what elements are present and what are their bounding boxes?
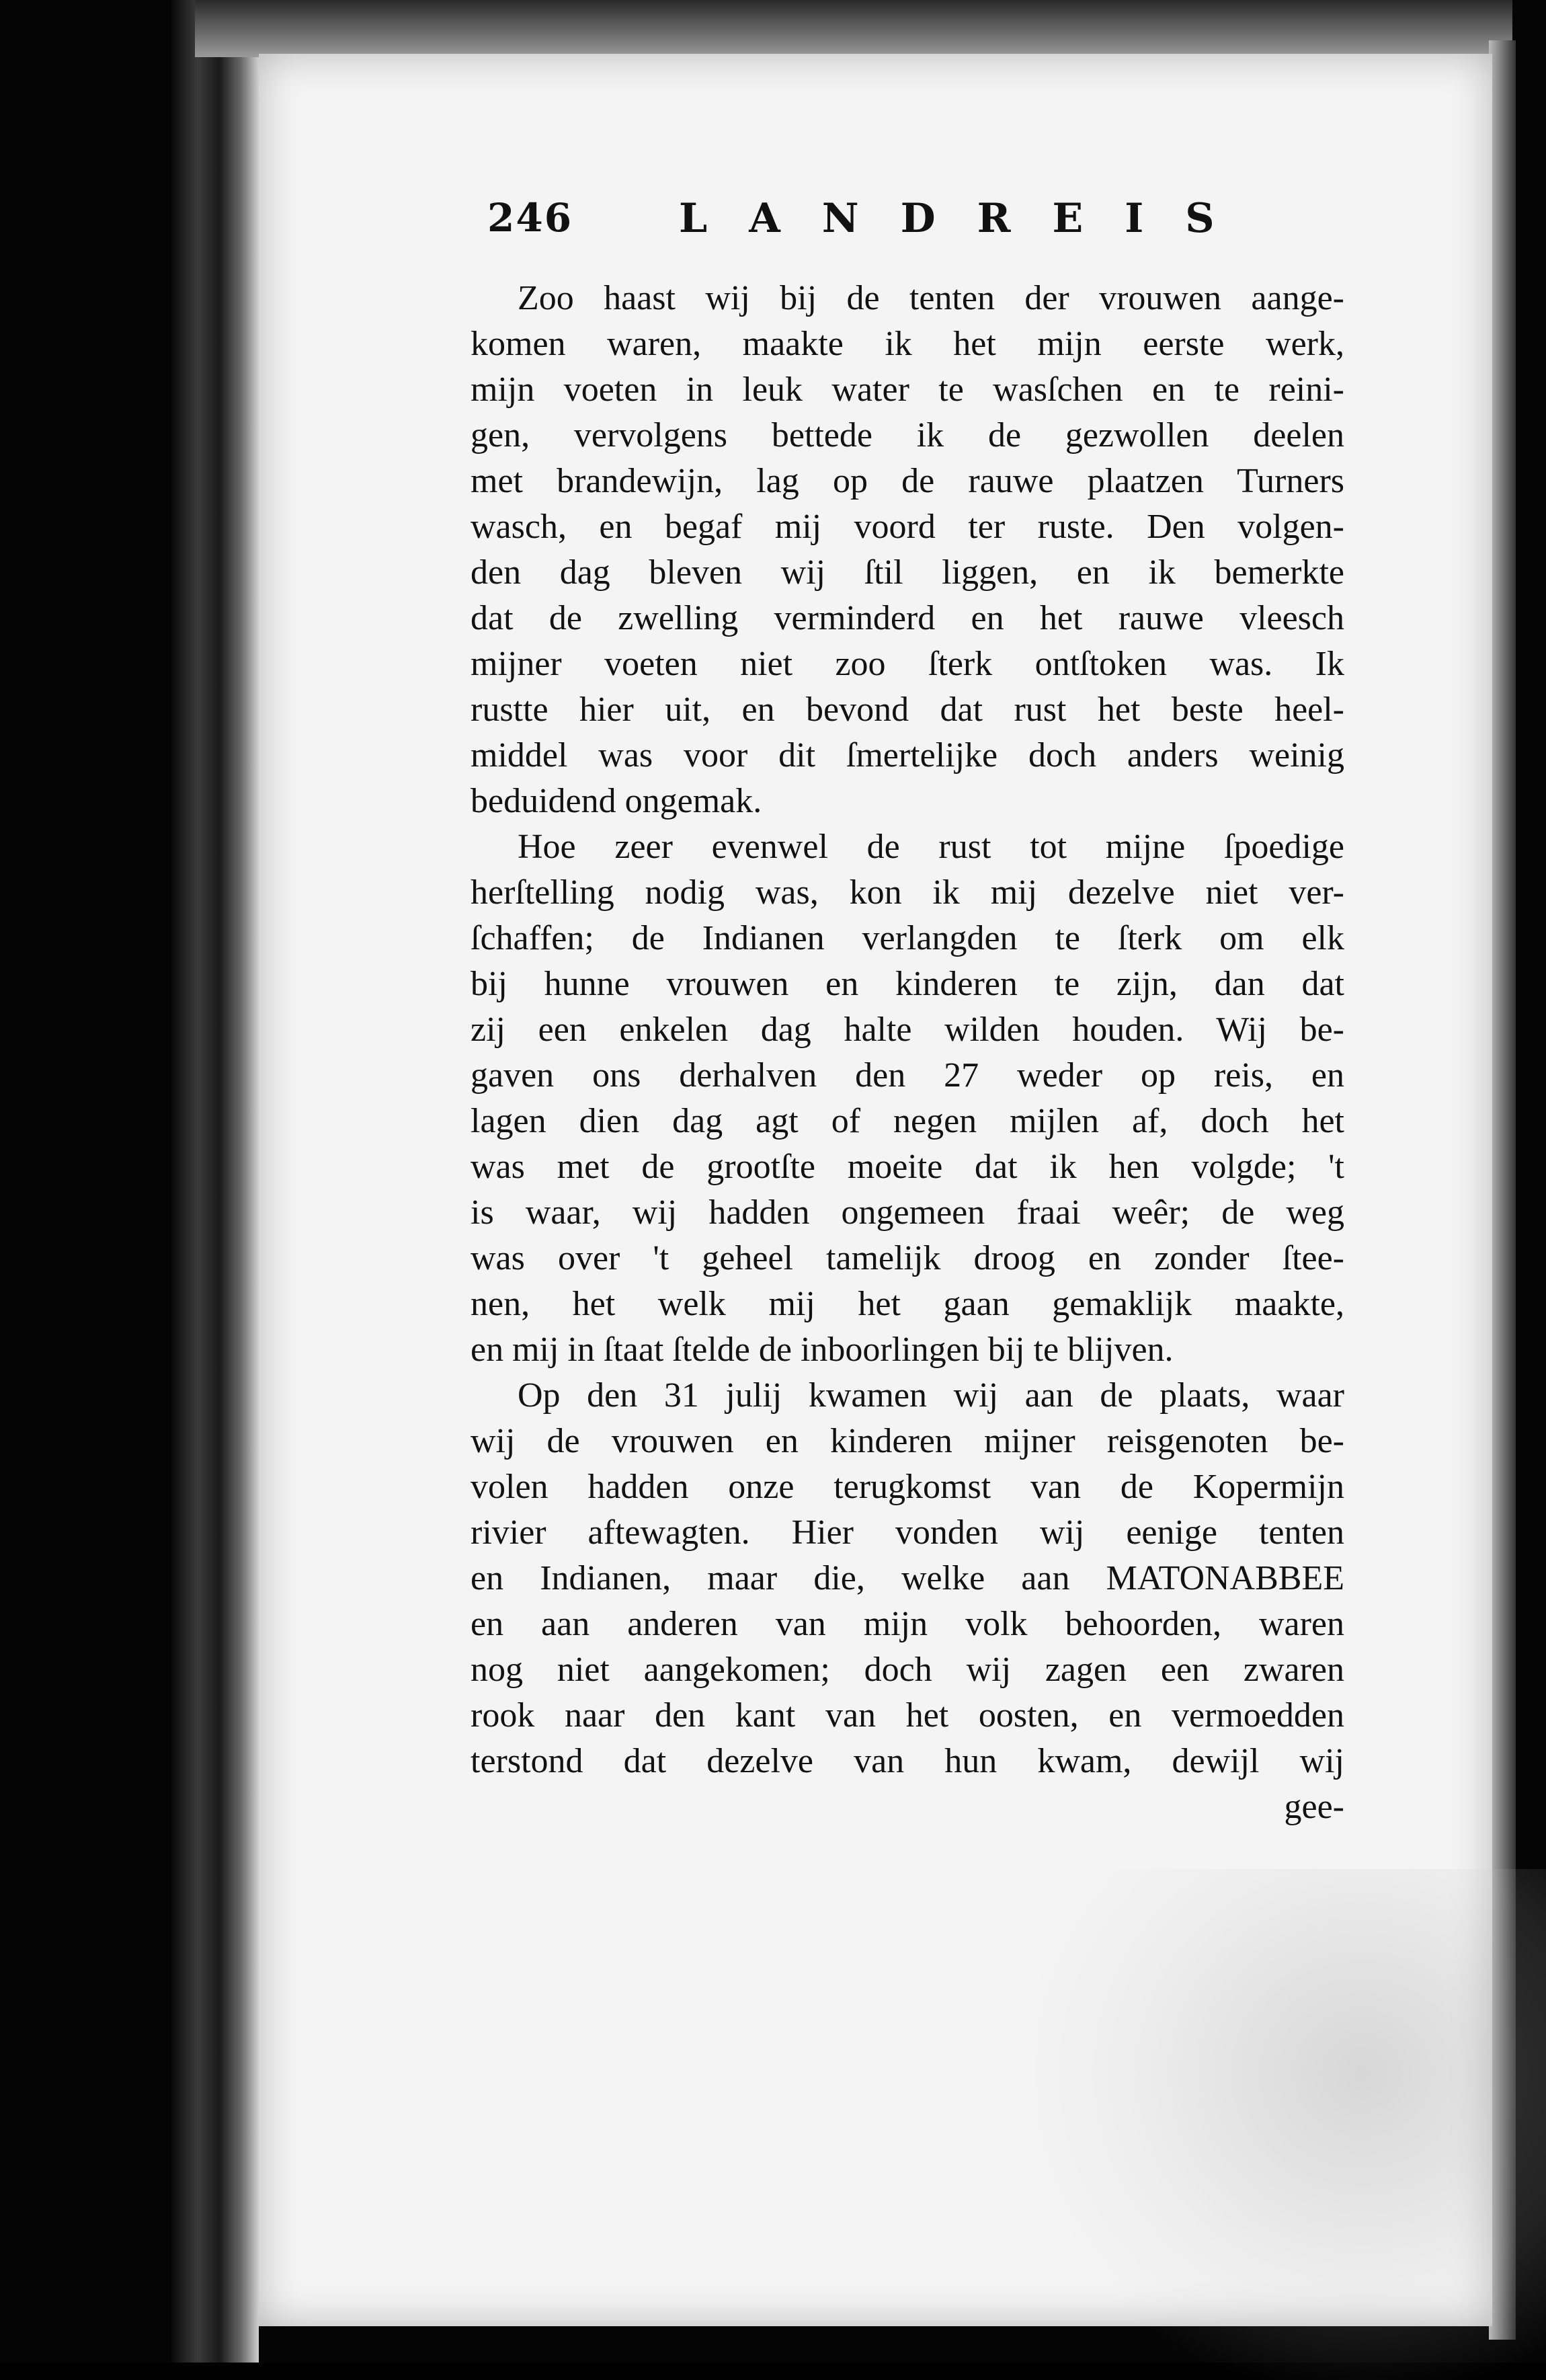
text-line: Op den 31 julij kwamen wij aan de plaats, waar [518, 1376, 1344, 1415]
text-line: wij de vrouwen en kinderen mijner reisgenoten be- [471, 1422, 1344, 1460]
text-line: rivier aftewagten. Hier vonden wij eenige tenten [471, 1513, 1344, 1552]
text-line: komen waren, maakte ik het mijn eerste werk, [471, 325, 1344, 363]
water-stain [1032, 1869, 1546, 2380]
text-line: middel was voor dit ſmertelijke doch anders weinig [471, 736, 1344, 775]
text-line: en Indianen, maar die, welke aan MATONABBEE [471, 1559, 1344, 1597]
text-line: mijn voeten in leuk water te wasſchen en te reini- [471, 370, 1344, 409]
text-line: is waar, wij hadden ongemeen fraai weêr; de weg [471, 1193, 1344, 1232]
text-line: met brandewijn, lag op de rauwe plaatzen Turners [471, 462, 1344, 500]
body-text [471, 276, 1344, 1830]
text-line: bij hunne vrouwen en kinderen te zijn, dan dat [471, 965, 1344, 1003]
text-line: en aan anderen van mijn volk behoorden, waren [471, 1605, 1344, 1643]
text-line: volen hadden onze terugkomst van de Kopermijn [471, 1468, 1344, 1506]
text-line: dat de zwelling verminderd en het rauwe vleesch [471, 599, 1344, 637]
page-number: 246 [487, 195, 573, 241]
book-spine-edge [171, 0, 259, 2363]
text-line: gen, vervolgens bettede ik de gezwollen deelen [471, 416, 1344, 454]
text-line: was met de grootſte moeite dat ik hen volgde; 't [471, 1148, 1344, 1186]
text-line: Zoo haast wij bij de tenten der vrouwen aange- [518, 279, 1344, 317]
text-line: mijner voeten niet zoo ſterk ontſtoken was. Ik [471, 645, 1344, 683]
text-line: zij een enkelen dag halte wilden houden. Wij be- [471, 1010, 1344, 1049]
text-line: herſtelling nodig was, kon ik mij dezelve niet ver- [471, 873, 1344, 912]
catchword: gee- [1284, 1788, 1344, 1826]
text-line: wasch, en begaf mij voord ter ruste. Den volgen- [471, 508, 1344, 546]
text-line: ſchaffen; de Indianen verlangden te ſterk om elk [471, 919, 1344, 957]
text-line: nen, het welk mij het gaan gemaklijk maakte, [471, 1285, 1344, 1323]
page-top-edge [195, 0, 1512, 57]
text-line: terstond dat dezelve van hun kwam, dewijl wij [471, 1742, 1344, 1780]
text-line: was over 't geheel tamelijk droog en zonder ſtee- [471, 1239, 1344, 1277]
text-line: lagen dien dag agt of negen mijlen af, doch het [471, 1102, 1344, 1140]
running-title: LANDREIS [679, 195, 1256, 242]
page-header [487, 195, 1256, 255]
text-line: den dag bleven wij ſtil liggen, en ik bemerkte [471, 553, 1344, 592]
text-line: rustte hier uit, en bevond dat rust het beste heel- [471, 690, 1344, 729]
text-line: Hoe zeer evenwel de rust tot mijne ſpoedige [518, 828, 1344, 866]
text-line: gaven ons derhalven den 27 weder op reis, en [471, 1056, 1344, 1095]
text-line: nog niet aangekomen; doch wij zagen een zwaren [471, 1651, 1344, 1689]
text-line: rook naar den kant van het oosten, en vermoedden [471, 1696, 1344, 1735]
text-line: en mij in ſtaat ſtelde de inboorlingen bij te blijven. [471, 1331, 1174, 1369]
text-line: beduidend ongemak. [471, 782, 762, 820]
